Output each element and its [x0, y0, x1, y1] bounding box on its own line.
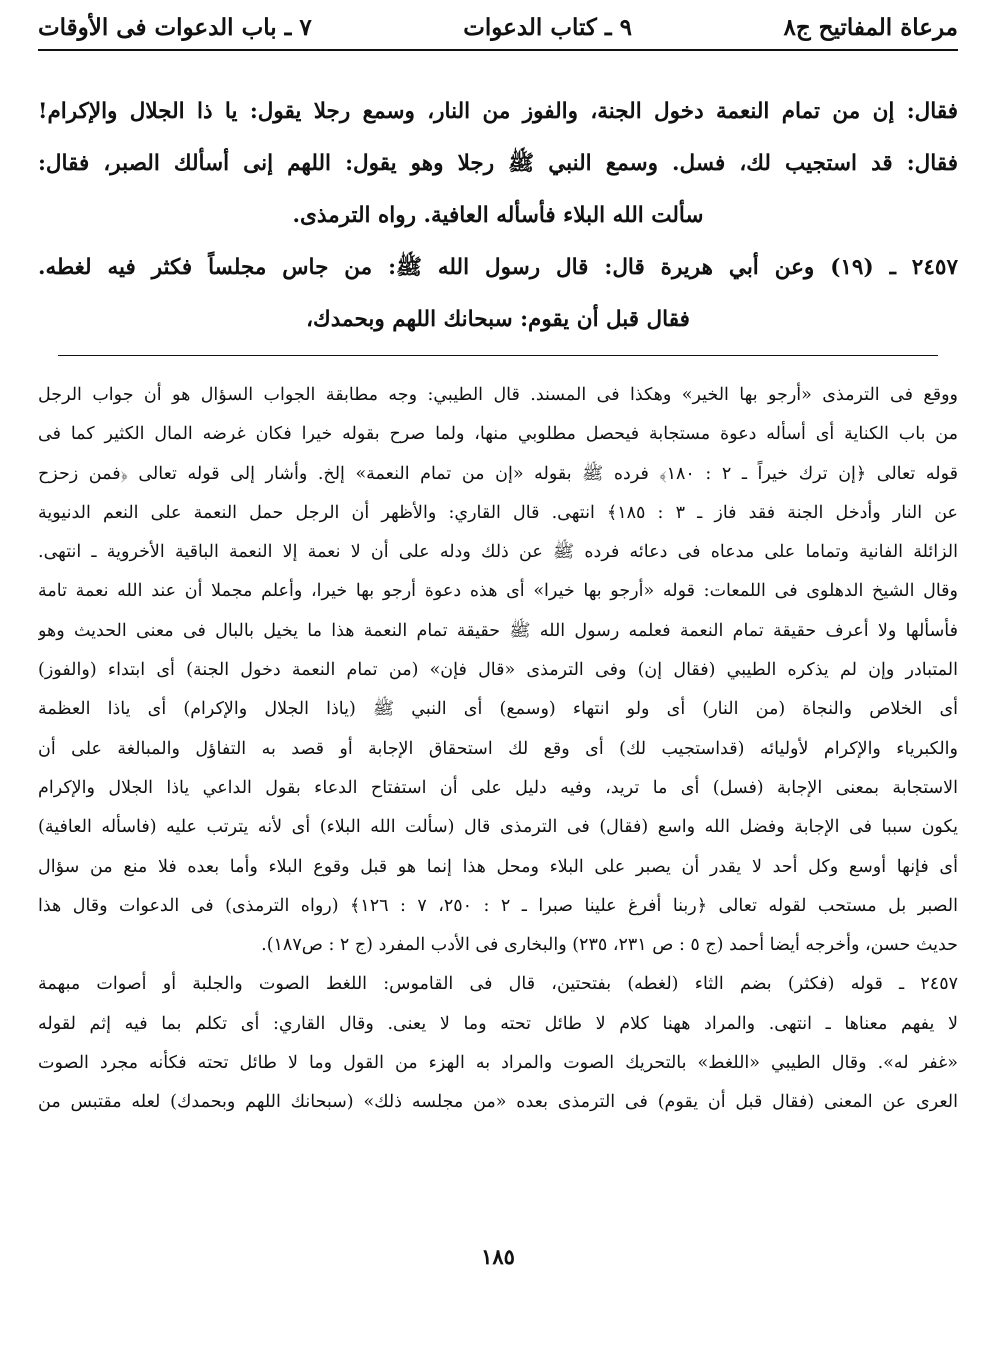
commentary-line: ووقع فى الترمذى «أرجو بها الخير» وهكذا فى المسند. قال الطيبي: وجه مطابقة الجواب السؤال هو أن جواب الرجل: [38, 385, 958, 405]
commentary-line: وقال الشيخ الدهلوى فى اللمعات: قوله «أرجو بها خيرا» أى هذه دعوة أرجو بها خيرا، وأعلم مجملا أن عند الله نعمة تامة: [38, 581, 958, 602]
hadith-line: فقال: إن من تمام النعمة دخول الجنة، والفوز من النار، وسمع رجلا يقول: يا ذا الجلال والإكرام!: [38, 99, 958, 124]
commentary-line: والكبرياء والإكرام لأوليائه (قداستجيب لك) أى وقع لك استحقاق الإجابة أو قصد به التفاؤل والمبالغة على أن: [38, 738, 958, 759]
commentary-line: لا يفهم معناها ـ انتهى. والمراد ههنا كلام لا طائل تحته وما لا يعنى. وقال القاري: أى تكلم بما فيه إثم لقوله: [38, 1013, 958, 1034]
header-chapter: ٩ ـ كتاب الدعوات: [463, 13, 632, 41]
running-header: [38, 10, 958, 44]
hadith-line: فقال قبل أن يقوم: سبحانك اللهم وبحمدك،: [306, 307, 690, 332]
commentary-line: «غفر له». وقال الطيبي «اللغط» بالتحريك الصوت والمراد به الهزء من القول وما لا طائل تحته فكأنه مجرد الصوت: [38, 1053, 958, 1074]
commentary-line: الزائلة الفانية وتماما على مدعاه فى دعائه فرده ﷺ عن ذلك ودله على أن لا نعمة إلا النعمة الباقية الأخروية ـ انتهى.: [38, 542, 958, 563]
hadith-line: ٢٤٥٧ ـ (١٩) وعن أبي هريرة قال: قال رسول الله ﷺ: من جاس مجلساً فكثر فيه لغطه.: [38, 255, 958, 280]
commentary-line: فأسألها ولا أعرف حقيقة تمام النعمة فعلمه رسول الله ﷺ حقيقة تمام النعمة هذا ما يخيل بالبال فى معنى الحديث وهو: [38, 620, 958, 641]
hadith-text: [38, 86, 958, 346]
commentary-text: [38, 376, 958, 1123]
commentary-line: أى فإنها أوسع وكل أحد لا يقدر أن يصبر على البلاء ومحل هذا إنما هو قبل وقوع البلاء وأما بعده فلا منع من سؤال: [38, 856, 958, 877]
commentary-line: المتبادر وإن لم يذكره الطيبي (فقال إن) وفى الترمذى «قال فإن» (من تمام النعمة دخول الجنة) أى ابتداء (والفوز): [38, 660, 958, 681]
hadith-line: سألت الله البلاء فأسأله العافية. رواه الترمذى.: [292, 203, 704, 228]
commentary-line: من باب الكناية أى أسأله دعوة مستجابة فيحصل مطلوبي منها، ولما صرح بقوله خيرا فكان غرضه المال الكثير كما فى: [38, 424, 958, 445]
commentary-line: عن النار وأدخل الجنة فقد فاز ـ ٣ : ١٨٥﴾ انتهى. قال القاري: والأظهر أن الرجل حمل النعمة على النعم الدنيوية: [38, 502, 958, 523]
header-book-title: مرعاة المفاتيح ج٨: [783, 13, 958, 41]
book-page: [38, 0, 958, 1345]
commentary-divider: [58, 355, 938, 356]
commentary-line: العرى عن المعنى (فقال قبل أن يقوم) فى الترمذى بعده «من مجلسه ذلك» (سبحانك اللهم وبحمدك) لعله مقتبس من: [38, 1092, 958, 1113]
commentary-line: يكون سببا فى الإجابة وفضل الله واسع (فقال) فى الترمذى قال (سألت الله البلاء) أى لأنه يترتب عليه (فاسأله العافية): [38, 817, 958, 838]
commentary-line: حديث حسن، وأخرجه أيضا أحمد (ج ٥ : ص ٢٣١، ٢٣٥) والبخارى فى الأدب المفرد (ج ٢ : ص١٨٧).: [261, 935, 958, 956]
commentary-line: أى الخلاص والنجاة (من النار) أى ولو انتهاء (وسمع) أى النبي ﷺ (ياذا الجلال والإكرام) أى ياذا العظمة: [38, 699, 958, 720]
commentary-line: قوله تعالى ﴿إن ترك خيراً ـ ٢ : ١٨٠﴾ فرده ﷺ بقوله «إن من تمام النعمة» إلخ. وأشار إلى قوله تعالى ﴿فمن زحزح: [38, 463, 958, 484]
commentary-line: الاستجابة بمعنى الإجابة (فسل) أى ما تريد، وفيه دليل على أن استفتاح الدعاء بقول الداعي ياذا الجلال والإكرام: [38, 777, 958, 798]
hadith-line: فقال: قد استجيب لك، فسل. وسمع النبي ﷺ رجلا وهو يقول: اللهم إنى أسألك الصبر، فقال:: [38, 151, 958, 176]
commentary-line: الصبر بل مستحب لقوله تعالى ﴿ربنا أفرغ علينا صبرا ـ ٢ : ٢٥٠، ٧ : ١٢٦﴾ (رواه الترمذى) فى الدعوات وقال هذا: [38, 895, 958, 916]
header-divider: [38, 49, 958, 51]
commentary-line: ٢٤٥٧ ـ قوله (فكثر) بضم الثاء (لغطه) بفتحتين، قال فى القاموس: اللغط الصوت والجلبة أو أصوات مبهمة: [38, 974, 958, 995]
header-section: ٧ ـ باب الدعوات فى الأوقات: [38, 13, 312, 41]
page-number: ١٨٥: [481, 1244, 515, 1269]
